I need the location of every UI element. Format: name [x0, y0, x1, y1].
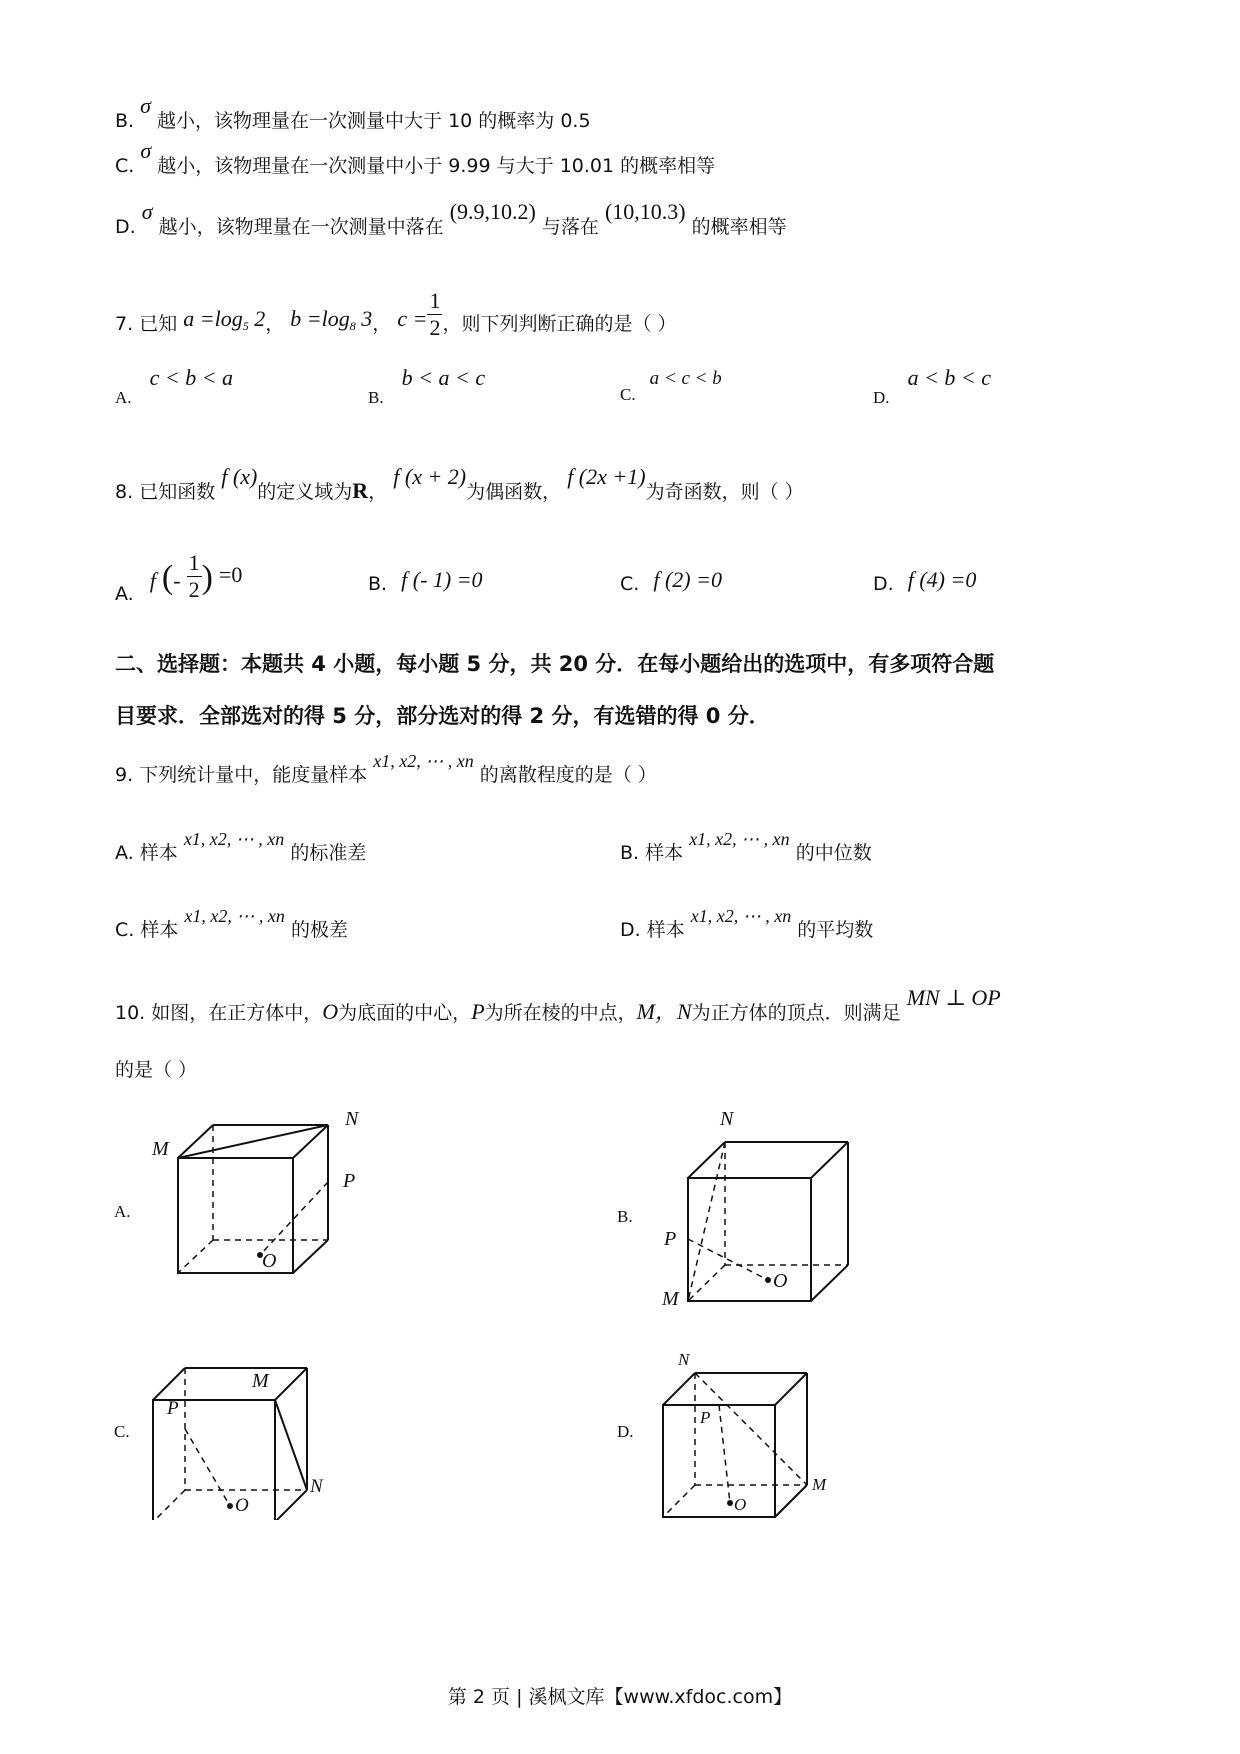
figure-d: D. N P M O: [620, 1340, 860, 1525]
q7-option-a: A. c < b < a: [115, 365, 234, 407]
q9-option-b: B. 样本 x1, x2, ⋯ , xn 的中位数: [620, 829, 872, 864]
page-footer: 第 2 页 | 溪枫文库【www.xfdoc.com】: [447, 1686, 793, 1708]
figure-a: A. M N P O: [110, 1120, 390, 1325]
sigma-symbol: σ: [140, 93, 151, 118]
section2-heading-line2: 目要求．全部选对的得 5 分，部分选对的得 2 分，有选错的得 0 分．: [115, 704, 770, 728]
section2-heading-line1: 二、选择题：本题共 4 小题，每小题 5 分，共 20 分．在每小题给出的选项中，有多项符合题: [115, 652, 995, 676]
q8-option-c: C. f (2) =0: [620, 567, 722, 595]
perpendicular-condition: MN ⊥ OP: [906, 985, 1001, 1010]
figure-c: C. P M N O: [110, 1340, 350, 1525]
fraction-half: $\frac{1}{2}$: [429, 288, 441, 340]
q6-option-d: D. σ 越小，该物理量在一次测量中落在 (9.9,10.2) 与落在 (10,10.3) 的概率相等: [115, 199, 787, 238]
q10-stem-cont: 的是（ ）: [115, 1059, 198, 1081]
q9-option-d: D. 样本 x1, x2, ⋯ , xn 的平均数: [620, 906, 874, 941]
q8-option-b: B. f (- 1) =0: [368, 567, 483, 595]
q7-option-b: B. b < a < c: [368, 365, 486, 407]
q7-option-d: D. a < b < c: [873, 365, 992, 407]
q6-option-b: B. σ 越小，该物理量在一次测量中大于 10 的概率为 0.5: [115, 93, 591, 132]
q10-stem: 10. 如图，在正方体中，O为底面的中心，P为所在棱的中点，M，N为正方体的顶点．则满足 MN ⊥ OP: [115, 985, 1001, 1024]
q6-option-c: C. σ 越小，该物理量在一次测量中小于 9.99 与大于 10.01 的概率相等: [115, 138, 716, 177]
q8-stem: 8. 已知函数 f (x)的定义域为R， f (x + 2)为偶函数， f (2x +1)为奇函数，则（ ）: [115, 464, 804, 503]
fraction-half: $\frac{1}{2}$: [188, 550, 200, 602]
q9-stem: 9. 下列统计量中，能度量样本 x1, x2, ⋯ , xn 的离散程度的是（ ）: [115, 751, 657, 786]
interval-1: (9.9,10.2): [449, 199, 536, 224]
q7-option-c: C. a < c < b: [620, 368, 722, 404]
sigma-symbol: σ: [141, 199, 153, 224]
q8-option-a: A. f (- $\frac{1}{2}$ ) =0: [115, 550, 243, 605]
q9-option-a: A. 样本 x1, x2, ⋯ , xn 的标准差: [115, 829, 367, 864]
cube-diagram-b: [620, 1110, 870, 1320]
figure-b: B. N P M O: [620, 1110, 870, 1325]
q7-stem: 7. 已知 $a =\log_5$ 2， $b =\log_8$ 3， c = $\frac{1}{2}$ ，则下列判断正确的是（ ）: [115, 288, 677, 340]
interval-2: (10,10.3): [604, 199, 686, 224]
q8-option-d: D. f (4) =0: [873, 567, 977, 595]
sigma-symbol: σ: [140, 138, 152, 163]
q9-option-c: C. 样本 x1, x2, ⋯ , xn 的极差: [115, 906, 348, 941]
